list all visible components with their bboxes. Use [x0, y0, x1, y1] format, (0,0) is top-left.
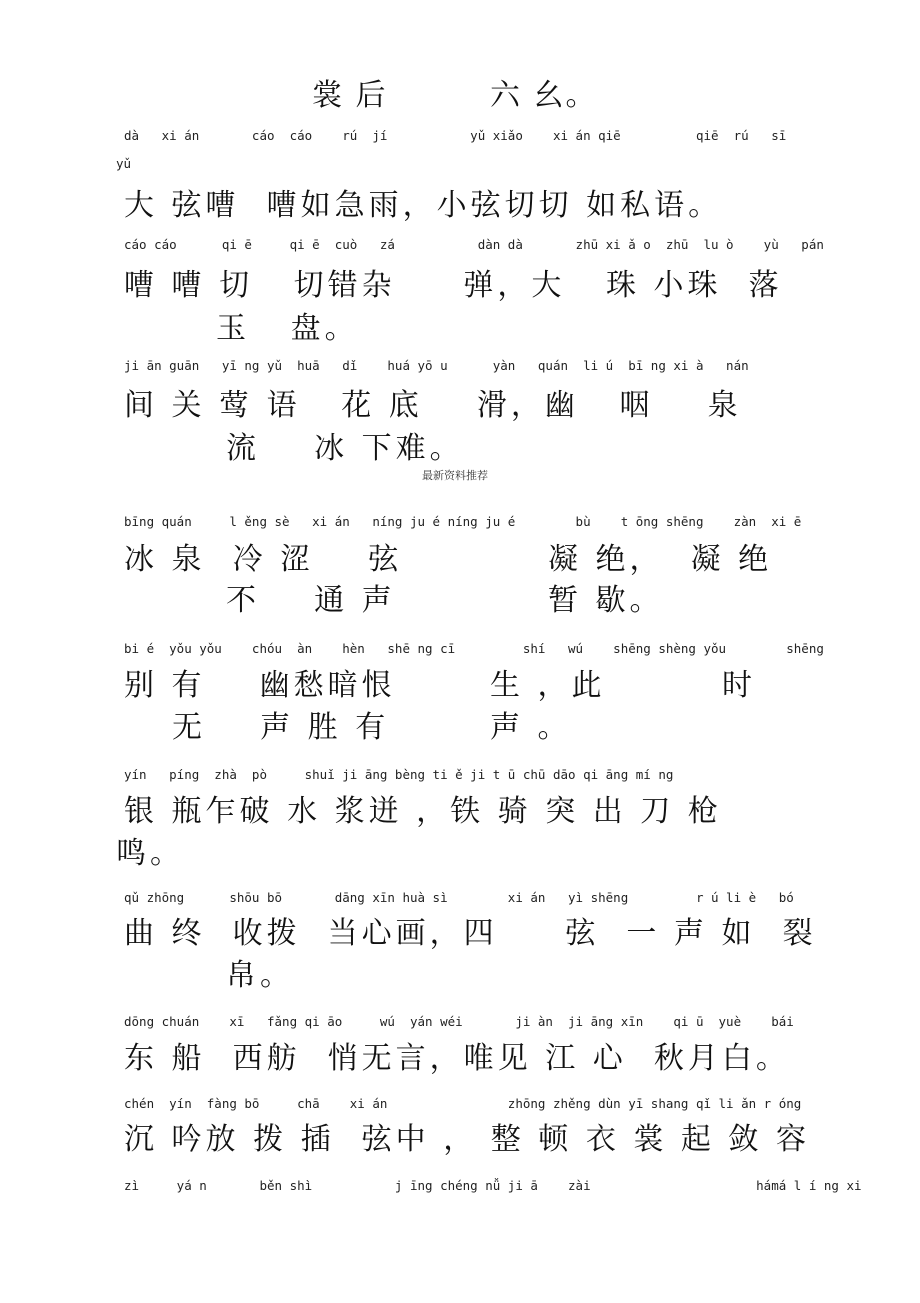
recommendation-note: 最新资料推荐	[422, 469, 488, 482]
title-left: 裳 后	[312, 78, 388, 113]
poem-line: 鸣。	[116, 836, 184, 871]
pinyin-line: dà xi án cáo cáo rú jí yǔ xiǎo xi án qiē qiē rú sī	[124, 128, 787, 143]
pinyin-line: bi é yǒu yǒu chóu àn hèn shē ng cī shí wú shēng shèng yǒu shēng	[124, 641, 824, 656]
poem-line: 无 声 胜 有	[172, 710, 390, 745]
poem-line: 暂 歇。	[548, 583, 664, 618]
poem-line: 声 。	[490, 710, 572, 745]
pinyin-line: dōng chuán xī fǎng qi āo wú yán wéi ji àn ji āng xīn qi ū yuè bái	[124, 1014, 794, 1029]
poem-line: 间 关 莺 语 花 底 滑，幽 咽 泉	[124, 388, 742, 423]
pinyin-line: yǔ	[116, 156, 132, 171]
pinyin-line: zì yá n běn shì j īng chéng nǚ ji ā zài hámá l í ng xi	[124, 1178, 862, 1193]
poem-line: 沉 吟放 拨 插 弦中 ， 整 顿 衣 裳 起 敛 容	[124, 1122, 810, 1157]
poem-line: 曲 终 收拨 当心画，四 弦 一 声 如 裂	[124, 916, 817, 951]
poem-line: 帛。	[226, 958, 294, 993]
pinyin-line: cáo cáo qi ē qi ē cuò zá dàn dà zhū xi ǎ o zhū lu ò yù pán	[124, 237, 824, 252]
poem-line: 时	[722, 668, 756, 703]
poem-line: 别 有 幽愁暗恨	[124, 668, 396, 703]
poem-line: 流 冰 下难。	[226, 431, 464, 466]
poem-line: 嘈 嘈 切 切错杂 弹，大 珠 小珠 落	[124, 268, 783, 303]
poem-line: 凝 绝， 凝 绝	[548, 542, 773, 577]
poem-line: 东 船 西舫 悄无言，唯见 江 心 秋月白。	[124, 1041, 790, 1076]
pinyin-line: ji ān guān yī ng yǔ huā dǐ huá yō u yàn quán li ú bī ng xi à nán	[124, 358, 749, 373]
poem-line: 生 ，此	[490, 668, 606, 703]
pinyin-line: qǔ zhōng shōu bō dāng xīn huà sì xi án yì shēng r ú li è bó	[124, 890, 794, 905]
poem-line: 玉 盘。	[216, 311, 359, 346]
pinyin-line: yín píng zhà pò shuǐ ji āng bèng ti ě ji t ū chū dāo qi āng mí ng	[124, 767, 674, 782]
poem-line: 不 通 声	[226, 583, 396, 618]
pinyin-line: bīng quán l ěng sè xi án níng ju é níng ju é bù t ōng shēng zàn xi ē	[124, 514, 802, 529]
title-right: 六 幺。	[490, 78, 598, 113]
poem-line: 冰 泉 冷 涩 弦	[124, 542, 403, 577]
poem-line: 银 瓶乍破 水 浆迸 ，铁 骑 突 出 刀 枪	[124, 794, 722, 829]
poem-line: 大 弦嘈 嘈如急雨，小弦切切 如私语。	[124, 188, 723, 223]
pinyin-line: chén yín fàng bō chā xi án zhōng zhěng dùn yī shang qǐ li ǎn r óng	[124, 1096, 802, 1111]
